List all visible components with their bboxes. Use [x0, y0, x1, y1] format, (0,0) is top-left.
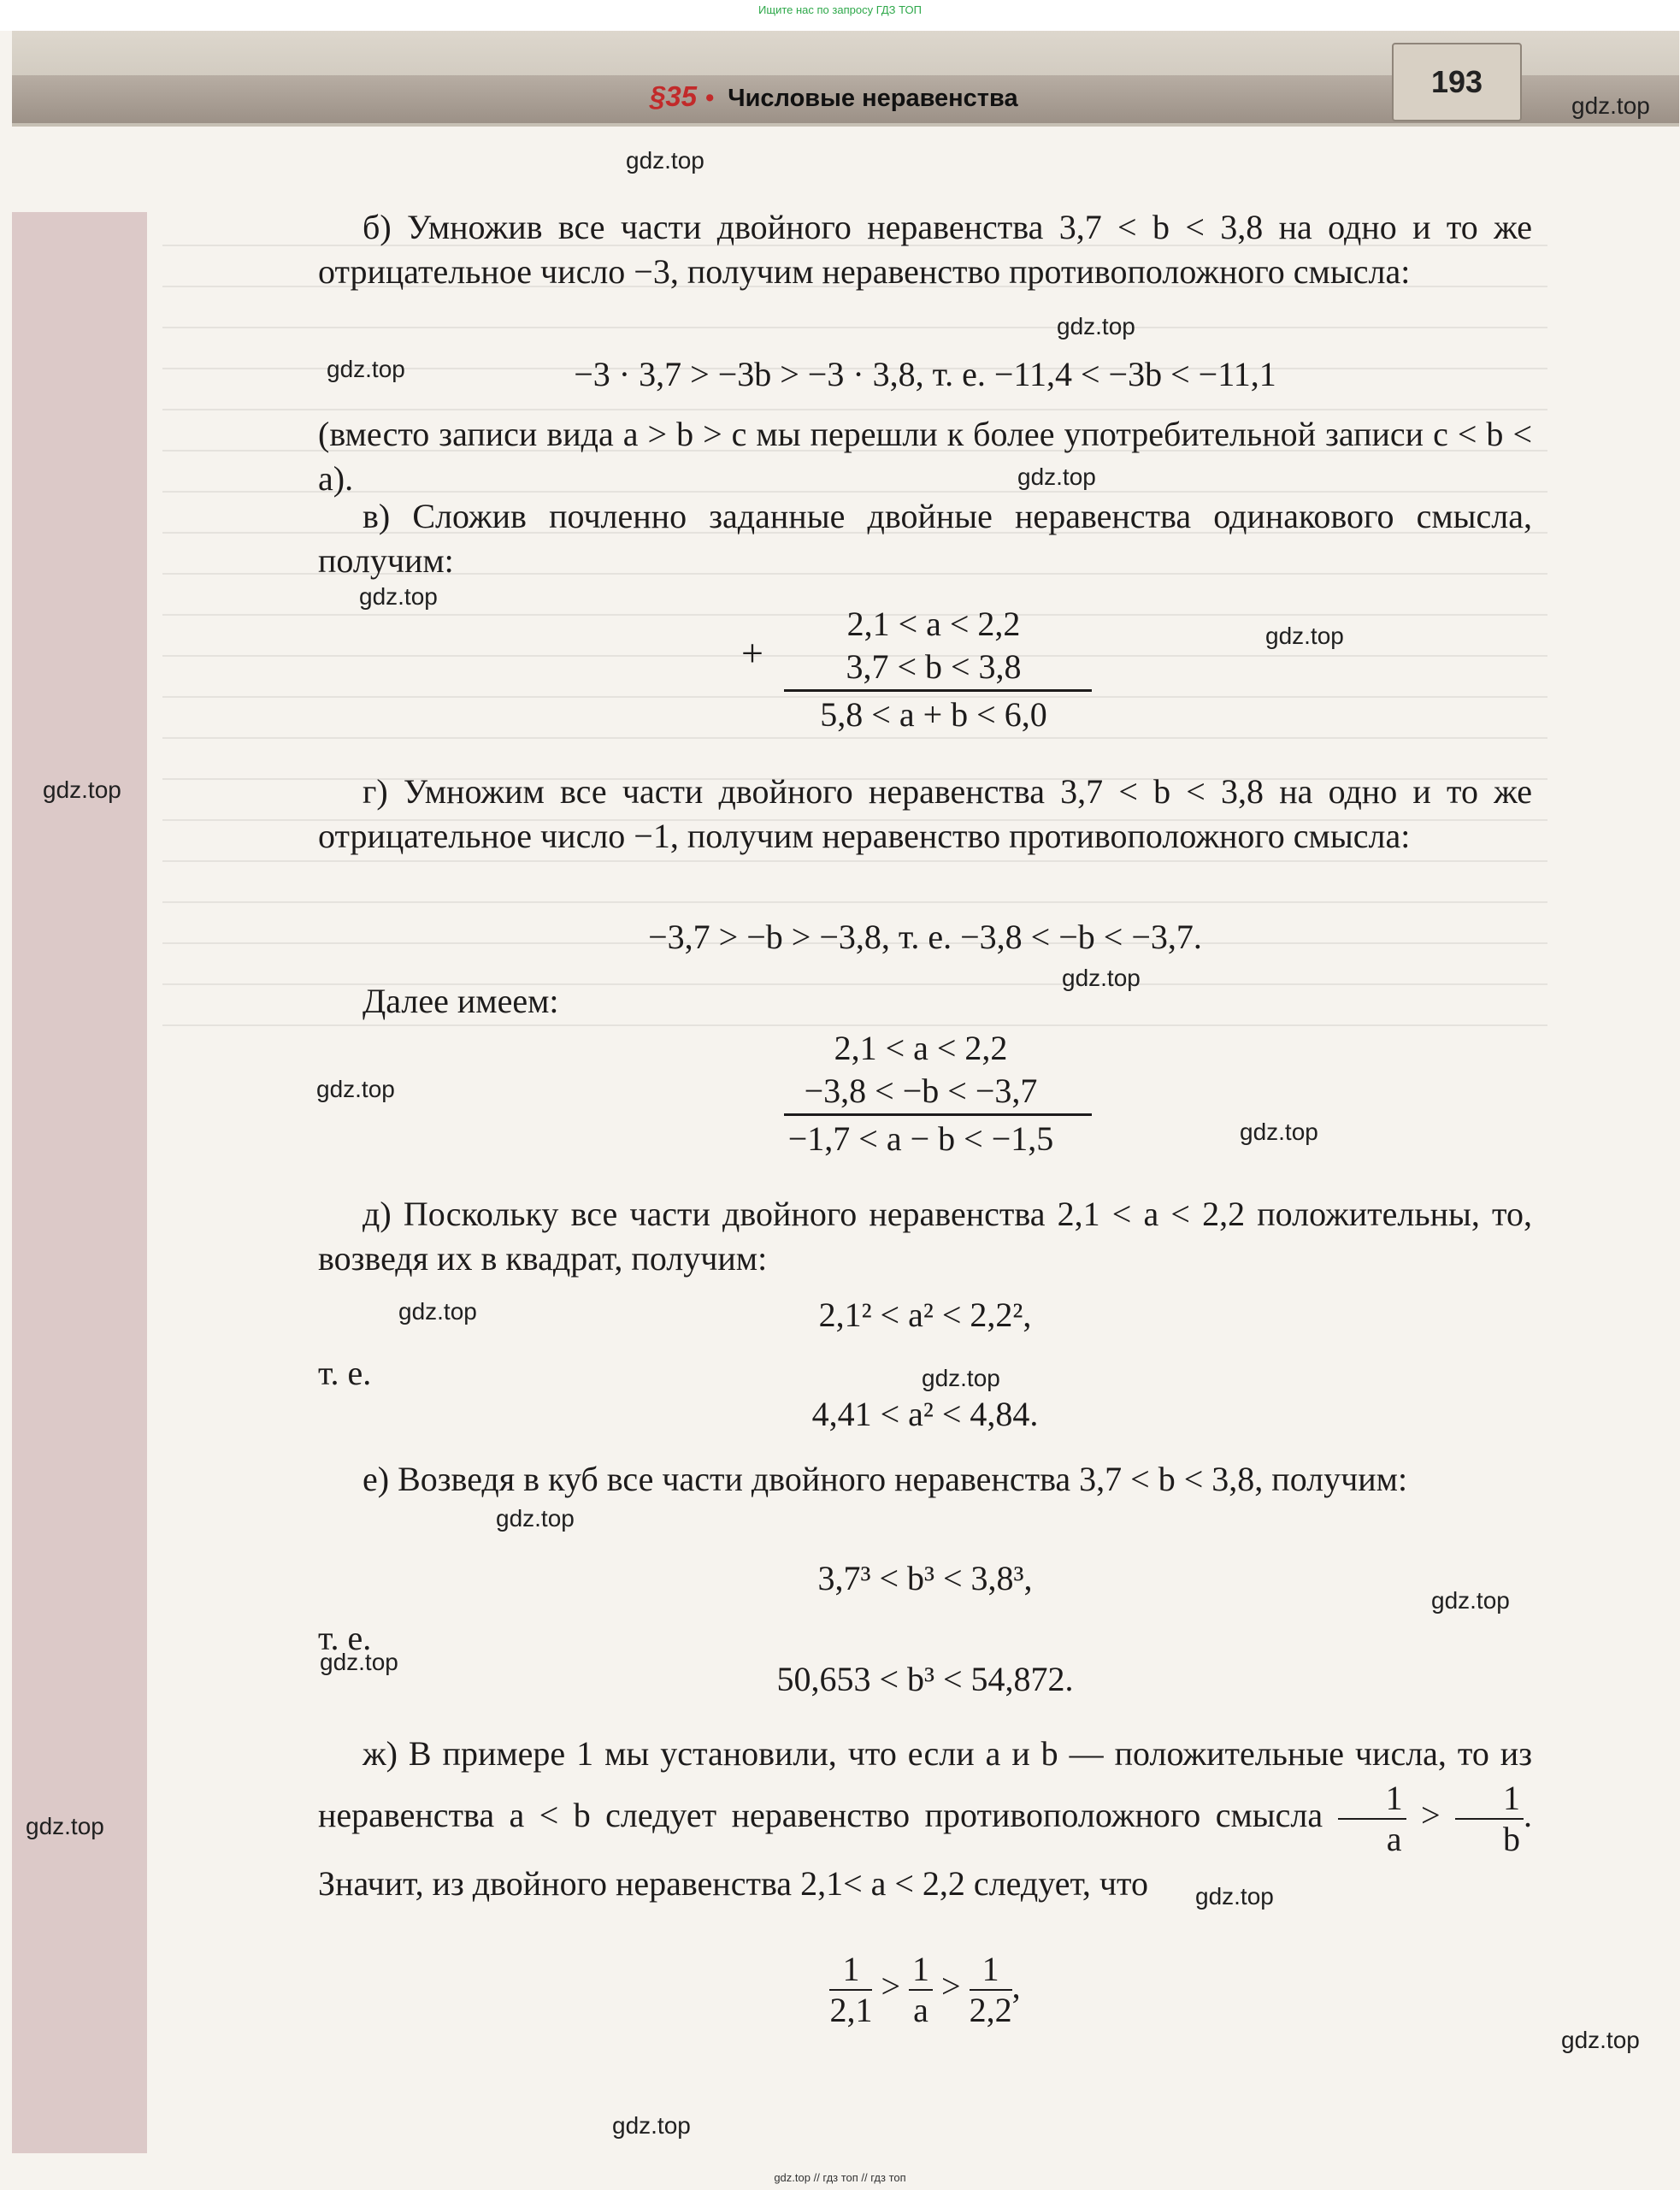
diff-result: −1,7 < a − b < −1,5: [787, 1119, 1054, 1158]
note-b: (вместо записи вида a > b > c мы перешли к более употребительной записи c < b < a).: [318, 415, 1532, 498]
paragraph-e: е) Возведя в куб все части двойного неравенства 3,7 < b < 3,8, получим:: [363, 1460, 1408, 1498]
sum-result: 5,8 < a + b < 6,0: [820, 695, 1047, 734]
paragraph-zh: ж) В примере 1 мы установили, что если a и b — положительные числа, то из неравенства a < b следует неравенство противоположного смысла $\frac{1}{a}$ > $\frac{1}{b}$ . Значит, из двойного неравенства 2,1< a < 2,2 следует, что: [318, 1734, 1533, 1903]
watermark: gdz.top: [26, 1813, 104, 1839]
watermark: gdz.top: [1561, 2027, 1640, 2053]
te-e: т. е.: [318, 1619, 372, 1657]
diff-line-1: 2,1 < a < 2,2: [834, 1029, 1008, 1067]
left-margin-strip: [12, 212, 147, 2153]
fraction-1-over-b: $\frac{1}{b}$: [1455, 1779, 1524, 1859]
result-e: 50,653 < b³ < 54,872.: [776, 1660, 1074, 1698]
watermark: gdz.top: [1431, 1587, 1510, 1614]
header-bullet: •: [705, 85, 715, 112]
further-label: Далее имеем:: [363, 982, 559, 1020]
fraction-1-over-a: $\frac{1}{a}$: [1338, 1779, 1406, 1859]
sum-rule: [784, 689, 1092, 692]
diff-line-2: −3,8 < −b < −3,7: [804, 1071, 1038, 1110]
paragraph-v: в) Сложив почленно заданные двойные неравенства одинакового смысла, получим:: [318, 497, 1532, 580]
watermark: gdz.top: [1265, 623, 1344, 649]
formula-b: −3 · 3,7 > −3b > −3 · 3,8, т. е. −11,4 < −3b < −11,1: [574, 355, 1276, 393]
watermark: gdz.top: [1017, 463, 1096, 490]
top-note: Ищите нас по запросу ГДЗ ТОП: [758, 3, 922, 16]
plus-sign: +: [741, 631, 763, 675]
formula-g: −3,7 > −b > −3,8, т. е. −3,8 < −b < −3,7.: [648, 918, 1202, 956]
fraction-1-over-2-1: $\frac{1}{2,1}$: [829, 1950, 873, 2029]
diff-rule: [784, 1113, 1092, 1116]
watermark: gdz.top: [1195, 1883, 1274, 1910]
section-number: §35: [650, 80, 698, 112]
watermark: gdz.top: [398, 1298, 477, 1325]
page-header-title: [650, 80, 1018, 113]
watermark: gdz.top: [496, 1505, 575, 1532]
paragraph-zh-part-2: . Значит, из двойного неравенства 2,1< a < 2,2 следует, что: [318, 1796, 1533, 1903]
watermark: gdz.top: [922, 1365, 1000, 1391]
te-d: т. е.: [318, 1354, 372, 1392]
sum-line-1: 2,1 < a < 2,2: [846, 605, 1021, 643]
formula-e: 3,7³ < b³ < 3,8³,: [817, 1559, 1033, 1597]
fraction-1-over-2-2: $\frac{1}{2,2}$: [969, 1950, 1012, 2029]
paragraph-b: б) Умножив все части двойного неравенства 3,7 < b < 3,8 на одно и то же отрицательное число −3, получим неравенство противоположного смысла:: [318, 208, 1532, 291]
paragraph-d: д) Поскольку все части двойного неравенства 2,1 < a < 2,2 положительны, то, возведя их в квадрат, получим:: [318, 1195, 1532, 1278]
bottom-note: gdz.top // гдз топ // гдз топ: [774, 2171, 906, 2184]
paragraph-g: г) Умножим все части двойного неравенства 3,7 < b < 3,8 на одно и то же отрицательное число −1, получим неравенство противоположного смысла:: [318, 772, 1532, 855]
formula-d: 2,1² < a² < 2,2²,: [818, 1296, 1032, 1334]
final-inequality: $\frac{1}{2,1}$ > $\frac{1}{a}$ > $\frac{1}{2,2}$ ,: [829, 1950, 1021, 2029]
watermark: gdz.top: [1062, 965, 1141, 991]
watermark: gdz.top: [1571, 92, 1650, 119]
watermark: gdz.top: [626, 147, 704, 174]
watermark: gdz.top: [359, 583, 438, 610]
watermark: gdz.top: [327, 356, 405, 382]
page-number: 193: [1392, 43, 1522, 121]
fraction-1-over-a-final: $\frac{1}{a}$: [909, 1950, 933, 2030]
sum-line-2: 3,7 < b < 3,8: [846, 647, 1022, 686]
paragraph-zh-part-1: ж) В примере 1 мы установили, что если a и b — положительные числа, то из неравенства a < b следует неравенство противоположного смысла: [318, 1734, 1532, 1835]
watermark: gdz.top: [320, 1649, 398, 1675]
watermark: gdz.top: [1240, 1119, 1318, 1145]
section-title: Числовые неравенства: [728, 85, 1018, 112]
watermark: gdz.top: [43, 776, 121, 803]
result-d: 4,41 < a² < 4,84.: [811, 1395, 1039, 1433]
watermark: gdz.top: [316, 1076, 395, 1102]
watermark: gdz.top: [1057, 313, 1135, 339]
watermark: gdz.top: [612, 2112, 691, 2139]
